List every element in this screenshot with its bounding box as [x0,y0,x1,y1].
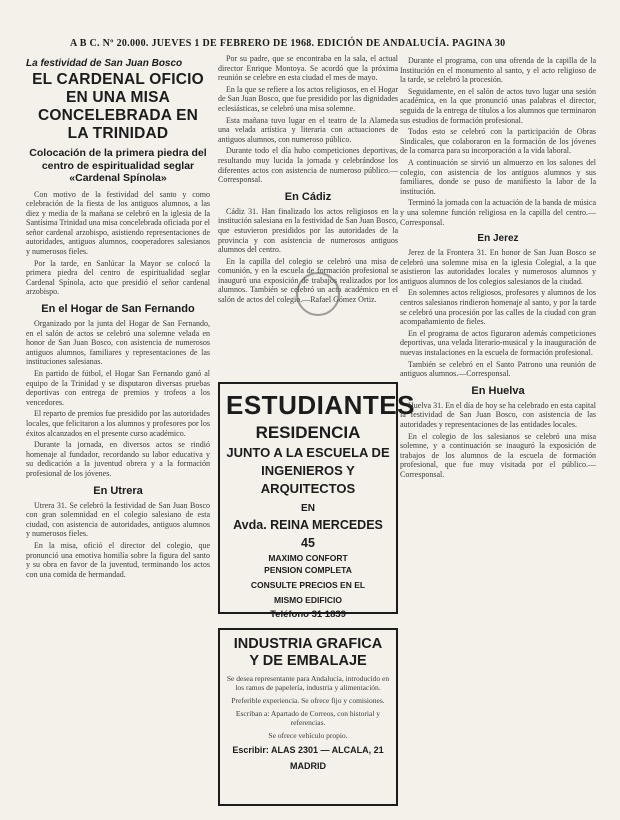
article-paragraph: Cádiz 31. Han finalizado los actos religiosos en la institución salesiana en la festividad de San Juan Bosco, que estuvieron presididos por las autoridades de la provincia y con asistencia de numerosos antiguos alumnos del centro. [218,206,398,255]
ad-line: MISMO EDIFICIO [274,595,342,605]
article-paragraph: En la capilla del colegio se celebró una misa de comunión, y en la escuela de formación profesional se inauguró una exposición de trabajos realizados por los alumnos. También se celebró un acto académico en el salón de actos del colegio.—Rafael Gómez Ortiz. [218,256,398,305]
article-paragraph: Durante todo el día hubo competiciones deportivas, resultando muy lucida la jornada y celebrándose los diferentes actos con asistencia de numeroso público.—Corresponsal. [218,146,398,185]
article-paragraph: Huelva 31. En el día de hoy se ha celebrado en esta capital la festividad de San Juan Bosco, con asistencia de las autoridades y representaciones de las entidades locales. [400,400,596,429]
ad-phone: Teléfono 31 1839 [270,609,346,620]
subheadline: Colocación de la primera piedra del centro de espiritualidad seglar «Cardenal Spínola» [29,147,207,184]
section-heading: En Huelva [471,384,525,397]
article-paragraph: En solemnes actos religiosos, profesores y alumnos de los centros salesianos rindieron homenaje al santo, y por la tarde se celebró una procesión por las calles de la ciudad con gran acompañamiento de fieles. [400,288,596,327]
article-paragraph: En el colegio de los salesianos se celebró una misa solemne, y a continuación se inauguró la exposición de trabajos de los alumnos de la escuela de formación profesional, que fue muy visitada por el público.—Corresponsal. [400,431,596,479]
ad-line: MAXIMO CONFORT [268,553,348,563]
article-paragraph: También se celebró en el Santo Patrono una reunión de antiguos alumnos.—Corresponsal. [400,359,596,379]
ad-subtitle: RESIDENCIA [255,423,361,442]
article-paragraph: A continuación se sirvió un almuerzo en los salones del colegio, con asistencia de los antiguos alumnos y sus familiares, donde se puso de manifiesto la labor de la institución. [400,157,596,196]
section-heading: En Utrera [93,484,143,497]
advert-residencia [218,382,415,620]
article-paragraph: El reparto de premios fue presidido por las autoridades locales, que felicitaron a los alumnos y profesores por los éxitos alcanzados en el presente curso académico. [26,409,210,438]
article-paragraph: Esta mañana tuvo lugar en el teatro de la Alameda una velada artística y literaria con actuaciones de antiguos alumnos, con numeroso público. [218,115,398,144]
article-paragraph: Con motivo de la festividad del santo y como celebración de la fiesta de los antiguos alumnos, a las diez y media de la mañana se celebró en la iglesia de la Santísima Trinidad una misa concelebrada oficiada por el señor cardenal arzobispo, asistiendo representaciones de autoridades, antiguos alumnos, cooperadores salesianos y numerosos fieles. [26,189,210,257]
article-paragraph: En la que se refiere a los actos religiosos, en el Hogar de San Juan Bosco, que fue presidido por las dignidades eclesiásticas, se celebró una misa solemne. [218,84,398,113]
section-heading: En Jerez [477,233,519,245]
article-paragraph: En la misa, ofició el director del colegio, que pronunció una emotiva homilía sobre la figura del santo y su obra en favor de la juventud, terminando los actos con una comida de hermandad. [26,540,210,579]
section-heading: En Cádiz [284,190,332,203]
article-paragraph: Durante el programa, con una ofrenda de la capilla de la Institución en el monumento al santo, y el acto religioso de la tarde, se celebró la procesión. [400,56,596,85]
stamp-mark [296,272,340,316]
ad-title: ESTUDIANTES [226,390,415,420]
ad-line: CONSULTE PRECIOS EN EL [250,580,366,590]
column-right [400,56,596,482]
ad-title: INDUSTRIA GRAFICA [233,636,383,652]
article-paragraph: Durante la jornada, en diversos actos se rindió homenaje al fundador, recordando su labor educativa y su dedicación a la juventud obrera y a la formación profesional de los jóvenes. [26,440,210,478]
ad-address: Escribir: ALAS 2301 — ALCALA, 21 [232,745,384,755]
article-paragraph: Utrera 31. Se celebró la festividad de San Juan Bosco con gran solemnidad en el colegio salesiano de esta ciudad, con asistencia de autoridades, antiguos alumnos y numerosos fieles. [26,500,210,539]
article-paragraph: Terminó la jornada con la actuación de la banda de música y una solemne función religiosa en la capilla del centro.—Corresponsal. [400,198,596,227]
ad-address: Avda. REINA MERCEDES 45 [233,518,383,550]
ad-title: Y DE EMBALAJE [249,653,367,669]
ad-line: INGENIEROS Y ARQUITECTOS [260,463,356,496]
article-paragraph: Por la tarde, en Sanlúcar la Mayor se colocó la primera piedra del centro de espiritualidad seglar Cardenal Spínola, acto que presidió el señor cardenal arzobispo. [26,258,210,297]
article-paragraph: Organizado por la junta del Hogar de San Fernando, en el salón de actos se celebró una solemne velada en honor de San Juan Bosco, con asistencia de numerosos antiguos alumnos, familiares y representaciones de las instituciones salesianas. [26,319,210,367]
section-heading: En el Hogar de San Fernando [41,303,195,316]
ad-line: EN [301,503,315,514]
ad-address: MADRID [290,761,326,771]
column-left [26,58,210,581]
advert-industria [218,628,398,806]
column-middle [218,54,398,307]
article-paragraph: En partido de fútbol, el Hogar San Fernando ganó al equipo de la Trinidad y se disputaron diversas pruebas deportivas con entrega de premios y trofeos a los vencedores. [26,369,210,407]
ad-text: Se desea representante para Andalucía, introducido en los ramos de papelería, industria y alimentación. [226,674,390,692]
ad-text: Escriban a: Apartado de Correos, con historial y referencias. [235,709,381,727]
article-paragraph: Por su padre, que se encontraba en la sala, el actual director Enrique Montoya. Se acordó que la próxima reunión se celebre en esta ciudad el mes de mayo. [218,54,398,83]
ad-text: Se ofrece vehículo propio. [268,731,348,740]
ad-line: PENSION COMPLETA [264,565,352,575]
article-paragraph: En el programa de actos figuraron además competiciones deportivas, una velada literario-musical y la inauguración de nuevas instalaciones en la escuela de formación profesional. [400,328,596,358]
kicker: La festividad de San Juan Bosco [26,58,183,69]
main-headline: EL CARDENAL OFICIO EN UNA MISA CONCELEBRADA EN LA TRINIDAD [32,71,204,142]
ad-text: Preferible experiencia. Se ofrece fijo y comisiones. [231,696,385,705]
article-paragraph: Jerez de la Frontera 31. En honor de San Juan Bosco se celebró una solemne misa en la iglesia Colegial, a la que asistieron las autoridades locales y numerosos alumnos y antiguos alumnos de los colegios salesianos de la ciudad. [400,248,596,286]
ad-line: JUNTO A LA ESCUELA DE [226,445,390,460]
article-paragraph: Seguidamente, en el salón de actos tuvo lugar una sesión académica, en la que pronunció unas palabras el director, seguida de la entrega de títulos a los alumnos que terminaron sus estudios de formación profesional. [400,86,596,125]
article-paragraph: Todos esto se celebró con la participación de Obras Sindicales, que colaboraron en la formación de los jóvenes de la comarca para su incorporación a la vida laboral. [400,127,596,156]
page-header: A B C. Nº 20.000. JUEVES 1 DE FEBRERO DE 1968. EDICIÓN DE ANDALUCÍA. PAGINA 30 [70,38,506,49]
